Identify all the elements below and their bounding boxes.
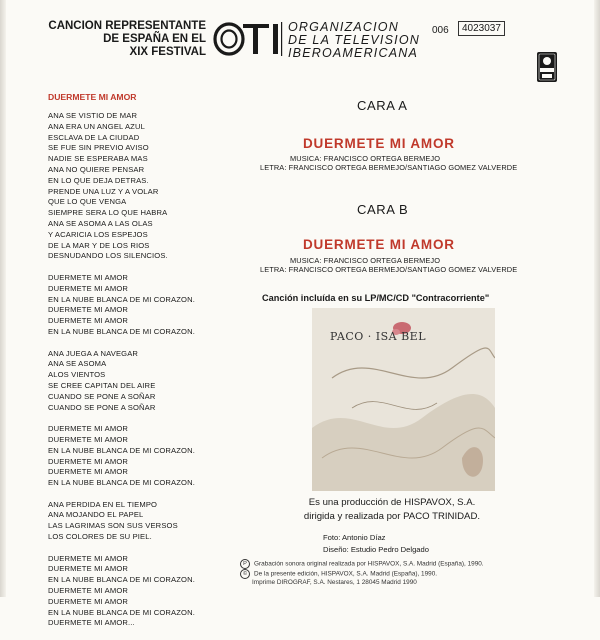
- lyrics-line: ANA MOJANDO EL PAPEL: [48, 510, 144, 520]
- lyrics-text: [48, 111, 248, 640]
- lyrics-line: SIEMPRE SERA LO QUE HABRA: [48, 208, 168, 218]
- side-a-lyrics-credit: LETRA: FRANCISCO ORTEGA BERMEJO/SANTIAGO GOMEZ VALVERDE: [260, 163, 518, 172]
- oti-name-line: IBEROAMERICANA: [288, 46, 419, 60]
- lyrics-line: LAS LAGRIMAS SON SUS VERSOS: [48, 521, 178, 531]
- copyright-symbol: ©: [240, 569, 250, 579]
- lyrics-line: EN LA NUBE BLANCA DE MI CORAZON.: [48, 607, 196, 617]
- lyrics-line: DUERMETE MI AMOR: [48, 316, 129, 326]
- lyrics-stanza: [48, 349, 248, 414]
- oti-logo: [212, 20, 284, 58]
- lyrics-line: ANA SE ASOMA: [48, 359, 107, 369]
- festival-line: DE ESPAÑA EN EL: [103, 33, 206, 45]
- side-b-title: DUERMETE MI AMOR: [303, 237, 455, 252]
- lyrics-stanza: [48, 554, 248, 630]
- lyrics-line: NADIE SE ESPERABA MAS: [48, 154, 148, 164]
- lyrics-line: DUERMETE MI AMOR: [48, 272, 129, 282]
- production-line-1: Es una producción de HISPAVOX, S.A.: [308, 497, 476, 508]
- lyrics-line: ANA JUEGA A NAVEGAR: [48, 348, 139, 358]
- lyrics-line: DUERMETE MI AMOR: [48, 456, 129, 466]
- photo-credit: Foto: Antonio Díaz: [323, 533, 386, 542]
- design-credit: Diseño: Estudio Pedro Delgado: [323, 545, 429, 554]
- lyrics-line: PRENDE UNA LUZ Y A VOLAR: [48, 186, 159, 196]
- lyrics-line: CUANDO SE PONE A SOÑAR: [48, 391, 156, 401]
- lyrics-line: SE FUE SIN PREVIO AVISO: [48, 143, 149, 153]
- lyrics-line: ANA ERA UN ANGEL AZUL: [48, 121, 145, 131]
- lyrics-stanza: [48, 273, 248, 338]
- side-b-heading: CARA B: [357, 202, 409, 217]
- catalog-number: 4023037: [458, 21, 505, 36]
- lyrics-stanza: [48, 424, 248, 489]
- lyrics-line: LOS COLORES DE SU PIEL.: [48, 532, 152, 542]
- lyrics-line: ANA SE VISTIO DE MAR: [48, 111, 138, 120]
- oti-name-line: DE LA TELEVISION: [288, 33, 420, 47]
- side-a-heading: CARA A: [357, 98, 408, 113]
- lyrics-line: DUERMETE MI AMOR: [48, 467, 129, 477]
- lyrics-line: EN LA NUBE BLANCA DE MI CORAZON.: [48, 326, 196, 336]
- production-line-2: dirigida y realizada por PACO TRINIDAD.: [303, 511, 481, 522]
- oti-name-line: ORGANIZACION: [288, 20, 399, 34]
- sleeve-edge-right: [594, 0, 600, 597]
- lyrics-line: DUERMETE MI AMOR: [48, 586, 129, 596]
- lyrics-line: DUERMETE MI AMOR: [48, 596, 129, 606]
- lyrics-line: ANA SE ASOMA A LAS OLAS: [48, 218, 153, 228]
- legal-print-text: Imprime DIROGRAF, S.A. Nestares, 1 28045 Madrid 1990: [252, 579, 417, 586]
- side-a-title: DUERMETE MI AMOR: [303, 136, 455, 151]
- festival-line: XIX FESTIVAL: [129, 46, 206, 58]
- festival-line: CANCION REPRESENTANTE: [48, 20, 206, 32]
- side-b-lyrics-credit: LETRA: FRANCISCO ORTEGA BERMEJO/SANTIAGO GOMEZ VALVERDE: [260, 265, 518, 274]
- lyrics-line: DUERMETE MI AMOR: [48, 283, 129, 293]
- lyrics-line: DUERMETE MI AMOR...: [48, 618, 135, 628]
- lyrics-line: ESCLAVA DE LA CIUDAD: [48, 132, 140, 142]
- legal-edition-text: De la presente edición, HISPAVOX, S.A. Madrid (España), 1990.: [254, 570, 438, 578]
- lyrics-stanza: [48, 500, 248, 543]
- lyrics-line: EN LA NUBE BLANCA DE MI CORAZON.: [48, 478, 196, 488]
- lyrics-line: EN LO QUE DEJA DETRAS.: [48, 175, 149, 185]
- legal-recording-text: Grabación sonora original realizada por HISPAVOX, S.A. Madrid (España), 1990.: [254, 560, 484, 568]
- lyrics-stanza: [48, 111, 248, 262]
- side-a-music-credit: MUSICA: FRANCISCO ORTEGA BERMEJO: [290, 154, 441, 163]
- lyrics-line: CUANDO SE PONE A SOÑAR: [48, 402, 156, 412]
- lyrics-line: QUE LO QUE VENGA: [48, 197, 127, 207]
- phonogram-symbol: P: [240, 559, 250, 569]
- oti-organization-name: [288, 21, 420, 60]
- lyrics-line: DUERMETE MI AMOR: [48, 424, 129, 434]
- hispavox-logo: [537, 52, 557, 82]
- lyrics-line: EN LA NUBE BLANCA DE MI CORAZON.: [48, 294, 196, 304]
- lyrics-line: DUERMETE MI AMOR: [48, 434, 129, 444]
- album-cover-artist: PACO · ISA BEL: [330, 330, 426, 343]
- lyrics-line: SE CREE CAPITAN DEL AIRE: [48, 380, 156, 390]
- lyrics-line: Y ACARICIA LOS ESPEJOS: [48, 229, 148, 239]
- legal-recording: [240, 559, 484, 569]
- sleeve-edge-left: [0, 0, 6, 597]
- festival-text: [34, 20, 206, 59]
- lyrics-line: DESNUDANDO LOS SILENCIOS.: [48, 251, 168, 261]
- album-cover: [312, 308, 495, 491]
- lyrics-line: ANA NO QUIERE PENSAR: [48, 164, 145, 174]
- lyrics-line: ALOS VIENTOS: [48, 370, 106, 380]
- lyrics-line: DUERMETE MI AMOR: [48, 553, 129, 563]
- legal-edition: [240, 569, 437, 579]
- lyrics-line: DUERMETE MI AMOR: [48, 564, 129, 574]
- catalog-prefix: 006: [432, 25, 449, 36]
- lyrics-line: DUERMETE MI AMOR: [48, 305, 129, 315]
- album-included-note: Canción incluída en su LP/MC/CD "Contracorriente": [262, 293, 490, 303]
- lyrics-line: EN LA NUBE BLANCA DE MI CORAZON.: [48, 575, 196, 585]
- legal-print: [240, 579, 417, 586]
- lyrics-line: DE LA MAR Y DE LOS RIOS: [48, 240, 150, 250]
- side-b-music-credit: MUSICA: FRANCISCO ORTEGA BERMEJO: [290, 256, 441, 265]
- lyrics-title: DUERMETE MI AMOR: [48, 92, 137, 102]
- lyrics-line: EN LA NUBE BLANCA DE MI CORAZON.: [48, 445, 196, 455]
- lyrics-line: ANA PERDIDA EN EL TIEMPO: [48, 499, 158, 509]
